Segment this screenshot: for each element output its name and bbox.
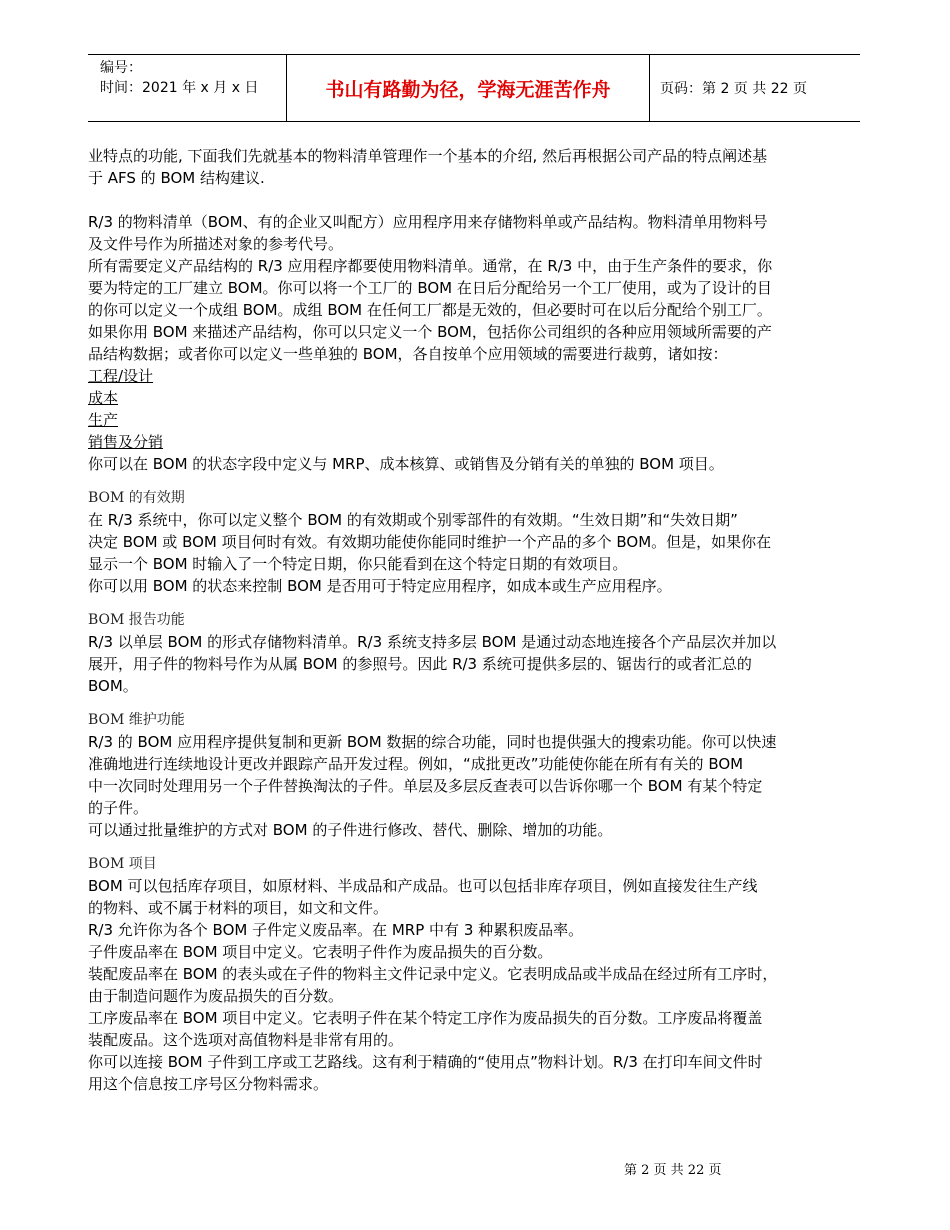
header-page-label: 页码：第 2 页 共 22 页 [660, 81, 807, 97]
paragraph-line: R/3 允许你为各个 BOM 子件定义废品率。在 MRP 中有 3 种累积废品率。 [88, 921, 584, 939]
paragraph-line: R/3 的 BOM 应用程序提供复制和更新 BOM 数据的综合功能，同时也提供强大的搜索功能。你可以快速 [88, 733, 777, 751]
paragraph-line: 展开，用子件的物料号作为从属 BOM 的参照号。因此 R/3 系统可提供多层的、锯齿行的或者汇总的 [88, 655, 752, 673]
document-body [88, 145, 864, 1095]
paragraph-line: 在 R/3 系统中，你可以定义整个 BOM 的有效期或个别零部件的有效期。“生效日期”和“失效日期” [88, 511, 738, 529]
number-label: 编号： [100, 60, 142, 76]
paragraph-line: 可以通过批量维护的方式对 BOM 的子件进行修改、替代、删除、增加的功能。 [88, 821, 613, 839]
section-heading-validity: BOM 的有效期 [88, 490, 185, 506]
paragraph-line: 的物料、或不属于材料的项目，如文和文件。 [88, 899, 389, 917]
page-header [88, 54, 860, 122]
paragraph-line: 你可以在 BOM 的状态字段中定义与 MRP、成本核算、或销售及分销有关的单独的 BOM 项目。 [88, 455, 724, 473]
paragraph-line: 你可以用 BOM 的状态来控制 BOM 是否用可于特定应用程序，如成本或生产应用程序。 [88, 577, 672, 595]
time-label: 时间：2021 年 x 月 x 日 [100, 80, 259, 96]
link-sales-distribution[interactable]: 销售及分销 [88, 433, 164, 451]
paragraph-line: 你可以连接 BOM 子件到工序或工艺路线。这有利于精确的“使用点”物料计划。R/3 在打印车间文件时 [88, 1053, 763, 1071]
paragraph-line: 显示一个 BOM 时输入了一个特定日期，你只能看到在这个特定日期的有效项目。 [88, 555, 628, 573]
paragraph-line: 子件废品率在 BOM 项目中定义。它表明子件作为废品损失的百分数。 [88, 943, 553, 961]
paragraph-line: 决定 BOM 或 BOM 项目何时有效。有效期功能使你能同时维护一个产品的多个 BOM。但是，如果你在 [88, 533, 772, 551]
section-heading-maintain: BOM 维护功能 [88, 712, 185, 728]
paragraph-line: 装配废品率在 BOM 的表头或在子件的物料主文件记录中定义。它表明成品或半成品在经过所有工序时， [88, 965, 778, 983]
header-meta [88, 55, 286, 121]
paragraph-line: 的你可以定义一个成组 BOM。成组 BOM 在任何工厂都是无效的，但必要时可在以后分配给个别工厂。 [88, 301, 772, 319]
paragraph-line: 如果你用 BOM 来描述产品结构，你可以只定义一个 BOM，包括你公司组织的各种应用领域所需要的产 [88, 323, 772, 341]
section-heading-report: BOM 报告功能 [88, 612, 185, 628]
paragraph-line: 的子件。 [88, 799, 149, 817]
paragraph-line: 及文件号作为所描述对象的参考代号。 [88, 235, 344, 253]
paragraph-line: 由于制造问题作为废品损失的百分数。 [88, 987, 344, 1005]
link-cost[interactable]: 成本 [88, 389, 119, 407]
link-production[interactable]: 生产 [88, 411, 119, 429]
header-motto: 书山有路勤为径，学海无涯苦作舟 [286, 55, 650, 121]
paragraph-line: 工序废品率在 BOM 项目中定义。它表明子件在某个特定工序作为废品损失的百分数。工序废品将覆盖 [88, 1009, 763, 1027]
section-heading-items: BOM 项目 [88, 856, 157, 872]
paragraph-line: BOM 可以包括库存项目，如原材料、半成品和产成品。也可以包括非库存项目，例如直接发往生产线 [88, 877, 758, 895]
paragraph-line: R/3 的物料清单（BOM、有的企业又叫配方）应用程序用来存储物料单或产品结构。物料清单用物料号 [88, 213, 768, 231]
paragraph-line: 准确地进行连续地设计更改并跟踪产品开发过程。例如，“成批更改”功能使你能在所有有关的 BOM [88, 755, 744, 773]
paragraph-line: R/3 以单层 BOM 的形式存储物料清单。R/3 系统支持多层 BOM 是通过动态地连接各个产品层次并加以 [88, 633, 777, 651]
paragraph-line: 所有需要定义产品结构的 R/3 应用程序都要使用物料清单。通常，在 R/3 中，由于生产条件的要求，你 [88, 257, 773, 275]
paragraph-line: 要为特定的工厂建立 BOM。你可以将一个工厂的 BOM 在日后分配给另一个工厂使用，或为了设计的目 [88, 279, 772, 297]
paragraph-line: 装配废品。这个选项对高值物料是非常有用的。 [88, 1031, 404, 1049]
intro-line: 于 AFS 的 BOM 结构建议. [88, 169, 265, 187]
intro-line: 业特点的功能, 下面我们先就基本的物料清单管理作一个基本的介绍, 然后再根据公司产品的特点阐述基 [88, 147, 768, 165]
link-engineering[interactable]: 工程/设计 [88, 367, 154, 385]
paragraph-line: 品结构数据；或者你可以定义一些单独的 BOM，各自按单个应用领域的需要进行裁剪，诸如按： [88, 345, 728, 363]
paragraph-line: 用这个信息按工序号区分物料需求。 [88, 1075, 329, 1093]
page-footer: 第 2 页 共 22 页 [624, 1163, 722, 1178]
paragraph-line: 中一次同时处理用另一个子件替换淘汰的子件。单层及多层反查表可以告诉你哪一个 BOM 有某个特定 [88, 777, 763, 795]
paragraph-line: BOM。 [88, 677, 138, 695]
